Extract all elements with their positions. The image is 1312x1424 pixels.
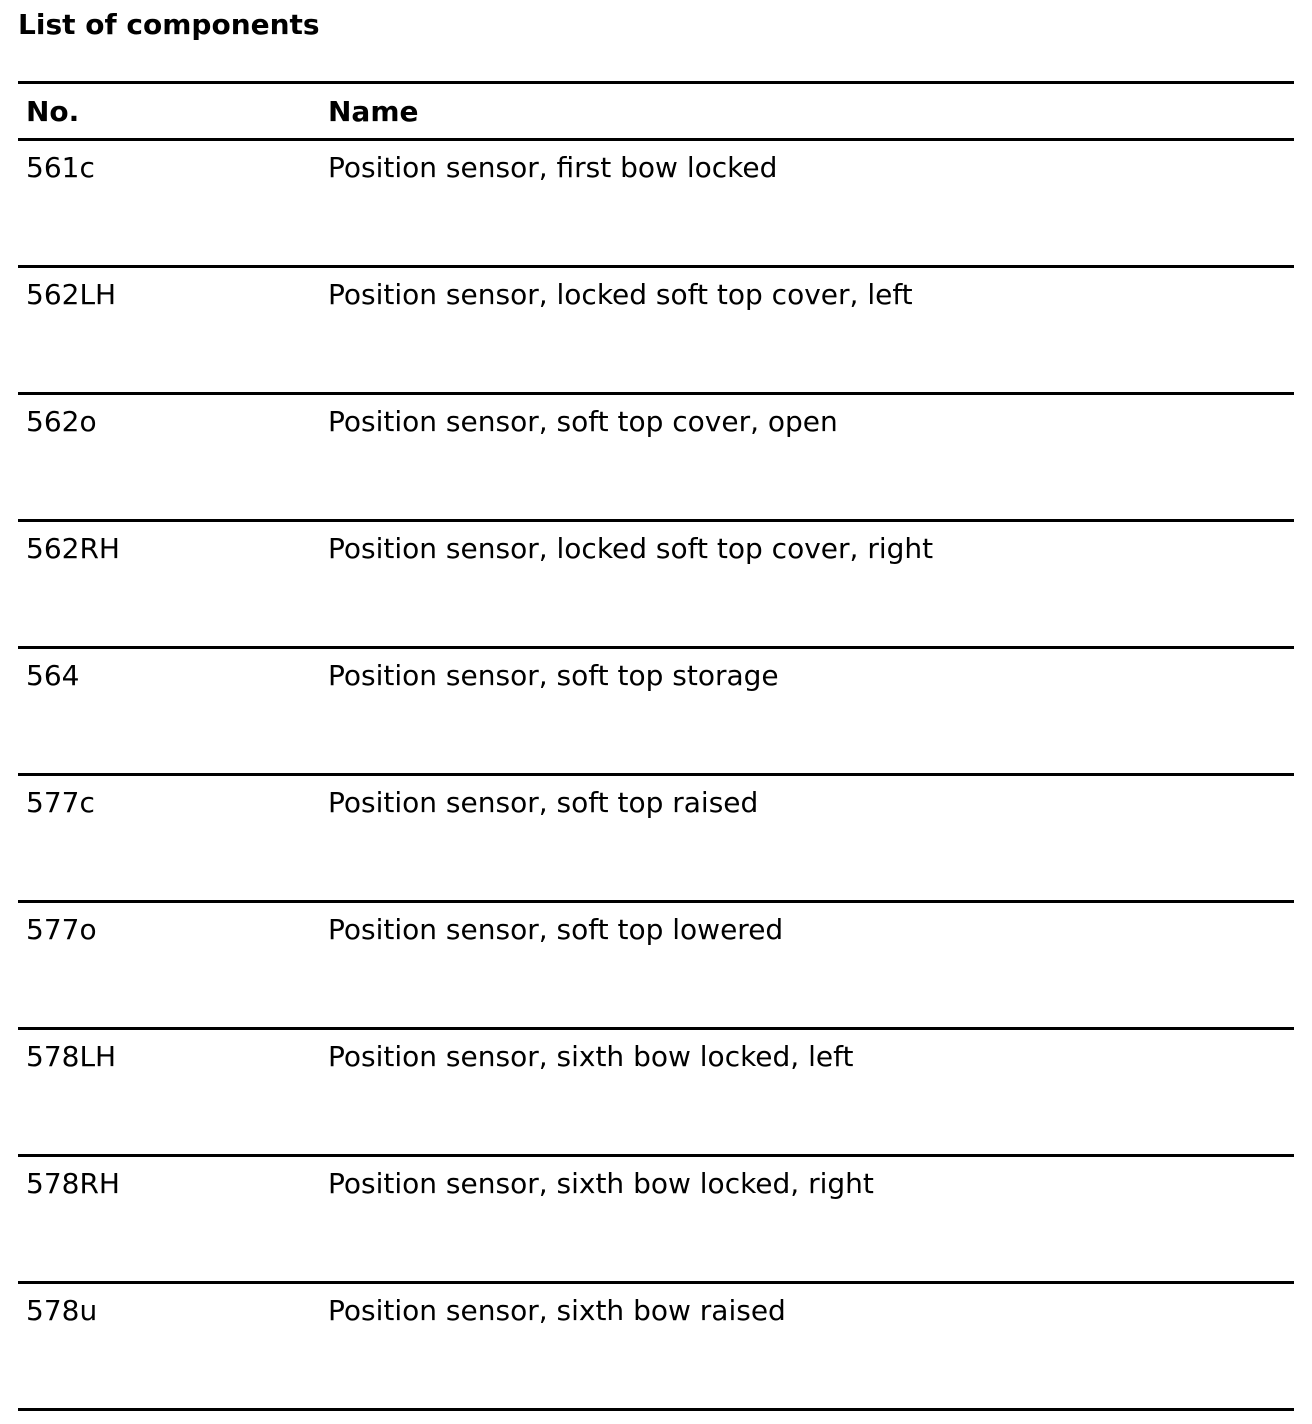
- table-row: [18, 141, 1294, 268]
- column-header-name: Name: [328, 95, 419, 128]
- component-name: Position sensor, soft top storage: [328, 659, 779, 692]
- component-number: 577o: [26, 913, 97, 946]
- table-row: [18, 903, 1294, 1030]
- component-number: 562o: [26, 405, 97, 438]
- table-row: [18, 1157, 1294, 1284]
- component-name: Position sensor, locked soft top cover, left: [328, 278, 913, 311]
- component-name: Position sensor, sixth bow raised: [328, 1294, 786, 1327]
- table-row: [18, 776, 1294, 903]
- component-number: 561c: [26, 151, 95, 184]
- table-row: [18, 395, 1294, 522]
- column-header-no: No.: [26, 95, 80, 128]
- table-row: [18, 1030, 1294, 1157]
- table-row: [18, 649, 1294, 776]
- component-number: 577c: [26, 786, 95, 819]
- table-row: [18, 1284, 1294, 1411]
- component-name: Position sensor, soft top raised: [328, 786, 759, 819]
- components-table: [18, 81, 1294, 1411]
- component-name: Position sensor, soft top cover, open: [328, 405, 838, 438]
- component-number: 562LH: [26, 278, 117, 311]
- component-number: 578RH: [26, 1167, 120, 1200]
- component-number: 578u: [26, 1294, 98, 1327]
- table-header-row: [18, 84, 1294, 141]
- page-title: List of components: [18, 8, 320, 41]
- table-row: [18, 522, 1294, 649]
- component-number: 564: [26, 659, 80, 692]
- component-number: 562RH: [26, 532, 120, 565]
- component-name: Position sensor, sixth bow locked, left: [328, 1040, 854, 1073]
- component-name: Position sensor, first bow locked: [328, 151, 778, 184]
- component-name: Position sensor, sixth bow locked, right: [328, 1167, 874, 1200]
- component-name: Position sensor, locked soft top cover, right: [328, 532, 934, 565]
- component-name: Position sensor, soft top lowered: [328, 913, 784, 946]
- table-row: [18, 268, 1294, 395]
- component-number: 578LH: [26, 1040, 117, 1073]
